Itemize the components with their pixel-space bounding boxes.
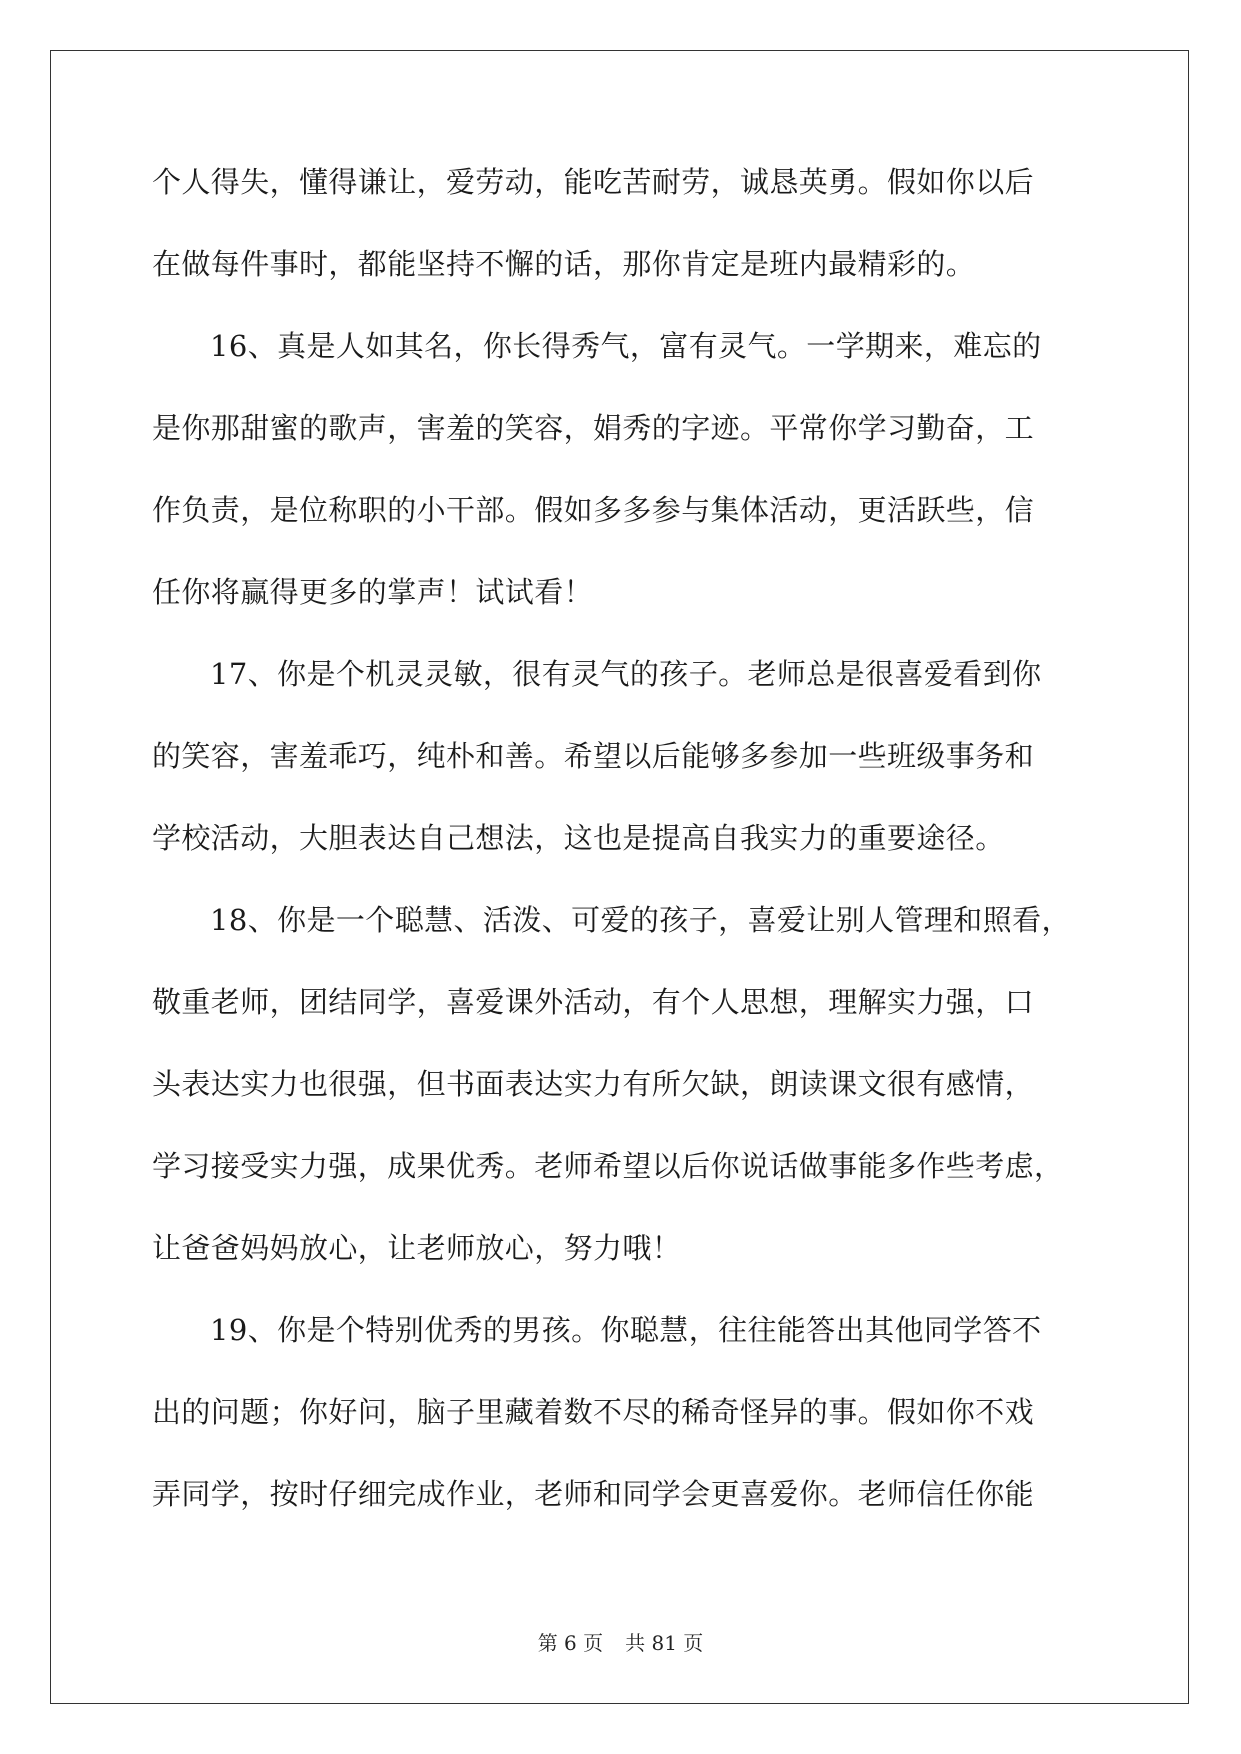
page-footer (0, 1631, 1241, 1655)
paragraph-start-18: 18、你是一个聪慧、活泼、可爱的孩子，喜爱让别人管理和照看， (210, 903, 1071, 937)
text-line: 是你那甜蜜的歌声，害羞的笑容，娟秀的字迹。平常你学习勤奋，工 (152, 411, 1035, 445)
paragraph-start-19: 19、你是个特别优秀的男孩。你聪慧，往往能答出其他同学答不 (210, 1313, 1042, 1347)
paragraph-start-17: 17、你是个机灵灵敏，很有灵气的孩子。老师总是很喜爱看到你 (210, 657, 1042, 691)
document-body (152, 163, 1092, 1557)
text-line: 在做每件事时，都能坚持不懈的话，那你肯定是班内最精彩的。 (152, 247, 976, 281)
paragraph-start-16: 16、真是人如其名，你长得秀气，富有灵气。一学期来，难忘的 (210, 329, 1042, 363)
text-line: 头表达实力也很强，但书面表达实力有所欠缺，朗读课文很有感情， (152, 1067, 1035, 1101)
text-line: 出的问题；你好问，脑子里藏着数不尽的稀奇怪异的事。假如你不戏 (152, 1395, 1035, 1429)
page-total: 共 81 页 (625, 1631, 704, 1655)
text-line: 的笑容，害羞乖巧，纯朴和善。希望以后能够多参加一些班级事务和 (152, 739, 1035, 773)
text-line: 敬重老师，团结同学，喜爱课外活动，有个人思想，理解实力强，口 (152, 985, 1035, 1019)
text-line: 弄同学，按时仔细完成作业，老师和同学会更喜爱你。老师信任你能 (152, 1477, 1035, 1511)
text-line: 学校活动，大胆表达自己想法，这也是提高自我实力的重要途径。 (152, 821, 1005, 855)
text-line: 让爸爸妈妈放心，让老师放心，努力哦！ (152, 1231, 682, 1265)
text-line: 个人得失，懂得谦让，爱劳动，能吃苦耐劳，诚恳英勇。假如你以后 (152, 165, 1035, 199)
text-line: 作负责，是位称职的小干部。假如多多参与集体活动，更活跃些，信 (152, 493, 1035, 527)
text-line: 任你将赢得更多的掌声！试试看！ (152, 575, 594, 609)
page-number: 第 6 页 (537, 1631, 604, 1655)
text-line: 学习接受实力强，成果优秀。老师希望以后你说话做事能多作些考虑， (152, 1149, 1064, 1183)
